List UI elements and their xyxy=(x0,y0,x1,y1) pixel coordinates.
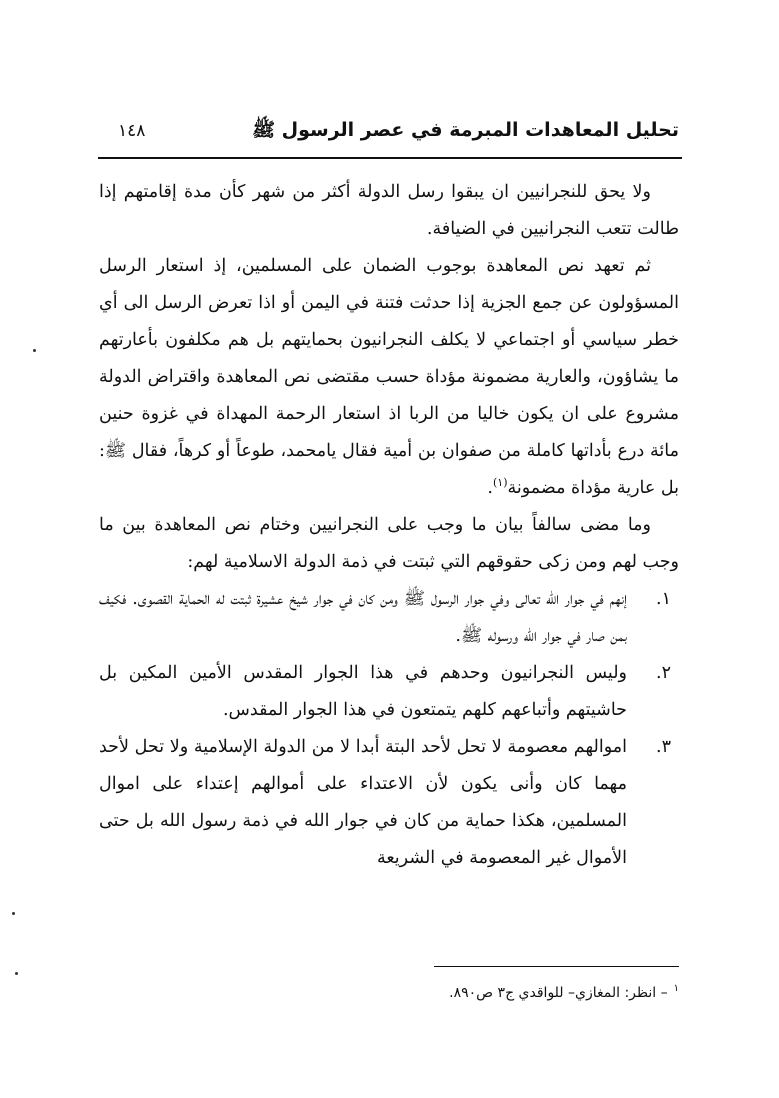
scan-speck xyxy=(15,972,18,975)
footnote-mark: ١ xyxy=(673,983,679,995)
scan-speck xyxy=(12,912,15,915)
footnote-reference: (١) xyxy=(492,476,508,490)
list-item-text: وليس النجرانيون وحدهم في هذا الجوار المقدس الأمين المكين بل حاشيتهم وأتباعهم كلهم يتمتعون في هذا الجوار المقدس. xyxy=(99,663,627,720)
list-item-number: ١. xyxy=(656,589,671,609)
list-item xyxy=(99,655,679,729)
running-title: تحليل المعاهدات المبرمة في عصر الرسول ﷺ xyxy=(252,119,679,141)
paragraph-2: ثم تعهد نص المعاهدة بوجوب الضمان على المسلمين، إذ استعار الرسل المسؤولون عن جمع الجزية إذا حدثت فتنة في اليمن أو اذا تعرض الرسل الى أي خطر سياسي أو اجتماعي لا يكلف النجرانيون بحمايتهم بل هم مكلفون بأعارتهم ما يشاؤون، والعارية مضمونة مؤداة حسب مقتضى نص المعاهدة واقتراض الدولة مشروع على ان يكون خاليا من الربا اذ استعار الرحمة المهداة في غزوة حنين مائة درع بأداتها كاملة من صفوان بن أمية فقال يامحمد، طوعاً أو كرهاً، فقال ﷺ: بل عارية مؤداة مضمونة$^{(١)}$. xyxy=(99,256,679,498)
list-item-number: ٣. xyxy=(656,737,671,757)
list-item-text: إنهم في جوار الله تعالى وفي جوار الرسول ﷺ ومن كان في جوار شيخ عشيرة ثبتت له الحماية القصوى. فكيف بمن صار في جوار الله ورسوله ﷺ. xyxy=(99,589,627,646)
paragraph-1: ولا يحق للنجرانيين ان يبقوا رسل الدولة أكثر من شهر كأن مدة إقامتهم إذا طالت تتعب النجرانيين في الضيافة. xyxy=(99,182,679,239)
header-rule xyxy=(98,157,682,159)
rights-list xyxy=(99,581,679,877)
scan-speck xyxy=(33,349,36,352)
list-item-text: اموالهم معصومة لا تحل لأحد البتة أبدا لا من الدولة الإسلامية ولا تحل لأحد مهما كان وأنى يكون لأن الاعتداء على أموالهم إعتداء على اموال المسلمين، هكذا حماية من كان في جوار الله في ذمة رسول الله بل حتى الأموال غير المعصومة في الشريعة xyxy=(99,737,627,868)
list-item xyxy=(99,729,679,877)
paragraph-3: وما مضى سالفاً بيان ما وجب على النجرانيين وختام نص المعاهدة بين ما وجب لهم ومن زكى حقوقهم التي ثبتت في ذمة الدولة الاسلامية لهم: xyxy=(99,515,679,572)
paragraph-2-text: ثم تعهد نص المعاهدة بوجوب الضمان على المسلمين، إذ استعار الرسل المسؤولون عن جمع الجزية إذا حدثت فتنة في اليمن أو اذا تعرض الرسل الى أي خطر سياسي أو اجتماعي لا يكلف النجرانيون بحمايتهم بل هم مكلفون بأعارتهم ما يشاؤون، والعارية مضمونة مؤداة حسب مقتضى نص المعاهدة واقتراض الدولة مشروع على ان يكون خاليا من الربا اذ استعار الرحمة المهداة في غزوة حنين مائة درع بأداتها كاملة من صفوان بن أمية فقال يامحمد، طوعاً أو كرهاً، فقال ﷺ: بل عارية مؤداة مضمونة xyxy=(99,256,679,498)
footnote-rule xyxy=(434,966,679,967)
list-item-number: ٢. xyxy=(656,663,671,683)
list-item xyxy=(99,581,679,655)
body-text xyxy=(99,174,679,877)
footnote xyxy=(379,982,679,1004)
footnote-text: – انظر: المغازي– للواقدي ج٣ ص٨٩٠. xyxy=(449,985,668,1001)
page-number: ١٤٨ xyxy=(118,121,146,141)
